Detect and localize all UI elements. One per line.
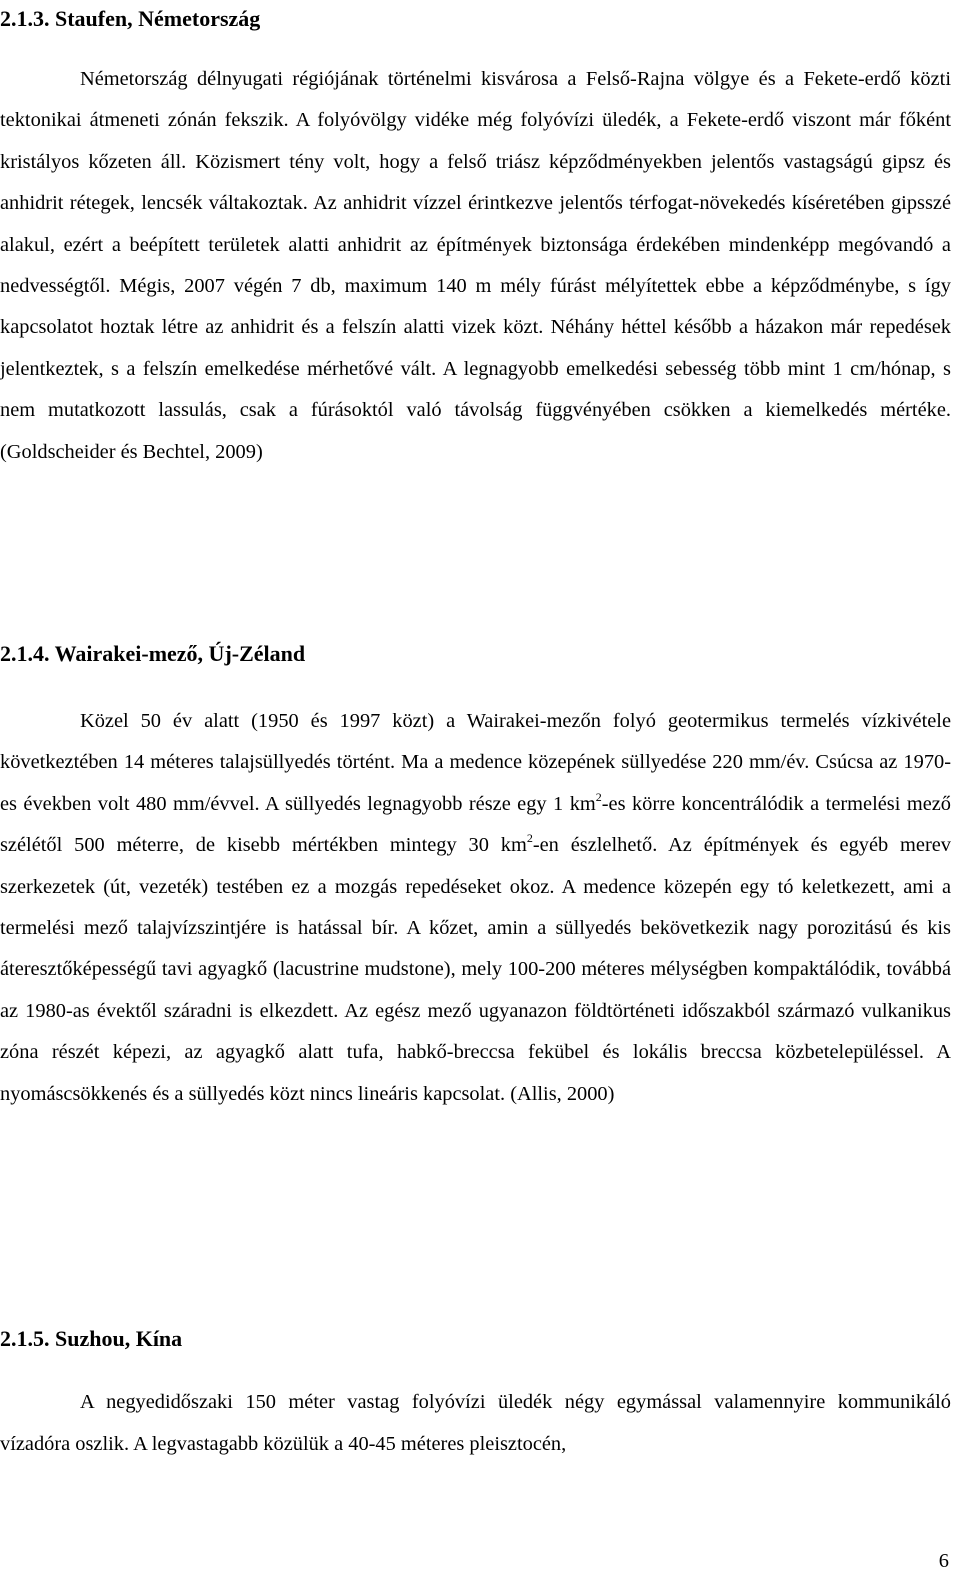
wairakei-text-part-2: -es körre koncentrálódik a termelési mező szélétől 500 méterre, de kisebb mértékben mintegy 30 km <box>0 792 951 857</box>
section-paragraph-suzhou: A negyedidőszaki 150 méter vastag folyóvízi üledék négy egymással valamennyire kommunikáló vízadóra oszlik. A legvastagabb közülük a 40-45 méteres pleisztocén, <box>0 1391 951 1455</box>
section-heading-wairakei: 2.1.4. Wairakei-mező, Új-Zéland <box>0 641 306 666</box>
page-number: 6 <box>938 1550 949 1572</box>
superscript-squared: 2 <box>526 831 533 846</box>
section-paragraph-staufen: Németország délnyugati régiójának történelmi kisvárosa a Felső-Rajna völgye és a Fekete-erdő közti tektonikai átmeneti zónán fekszik. A folyóvölgy vidéke még folyóvízi üledék, a Fekete-erdő viszont már főként kristályos kőzeten áll. Közismert tény volt, hogy a felső triász képződményekben jelentős vastagságú gipsz és anhidrit rétegek, lencsék váltakoztak. Az anhidrit vízzel érintkezve jelentős térfogat-növekedés kíséretében gipsszé alakul, ezért a beépített területek alatti anhidrit az építmények biztonsága érdekében mindenképp megóvandó a nedvességtől. Mégis, 2007 végén 7 db, maximum 140 m mély fúrást mélyítettek ebbe a képződménybe, s így kapcsolatot hoztak létre az anhidrit és a felszín alatti vizek közt. Néhány héttel később a házakon már repedések jelentkeztek, s a felszín emelkedése mérhetővé vált. A legnagyobb emelkedési sebesség több mint 1 cm/hónap, s nem mutatkozott lassulás, csak a fúrásoktól való távolság függvényében csökken a kiemelkedés mértéke. (Goldscheider és Bechtel, 2009) <box>0 68 951 463</box>
wairakei-text-part-3: -en észlelhető. Az építmények és egyéb merev szerkezetek (út, vezeték) testében ez a mozgás repedéseket okoz. A medence közepén egy tó keletkezett, ami a termelési mező talajvízszintjére is hatással bír. A kőzet, amin a süllyedés bekövetkezik nagy porozitású és kis áteresztőképességű tavi agyagkő (lacustrine mudstone), mely 100-200 méteres mélységben kompaktálódik, továbbá az 1980-as évektől száradni is elkezdett. Az egész mező ugyanazon földtörténeti időszakból származó vulkanikus zóna részét képezi, az agyagkő alatt tufa, habkő-breccsa fekübel és lokális breccsa közbetelepüléssel. A nyomáscsökkenés és a süllyedés közt nincs lineáris kapcsolat. (Allis, 2000) <box>0 834 951 1105</box>
section-heading-staufen: 2.1.3. Staufen, Németország <box>0 6 261 31</box>
wairakei-text-part-1: Közel 50 év alatt (1950 és 1997 közt) a Wairakei-mezőn folyó geotermikus termelés vízkivétele következtében 14 méteres talajsüllyedés történt. Ma a medence közepének süllyedése 220 mm/év. Csúcsa az 1970-es években volt 480 mm/évvel. A süllyedés legnagyobb része egy 1 km <box>0 710 951 815</box>
section-paragraph-wairakei <box>0 701 951 1115</box>
superscript-squared: 2 <box>595 789 602 804</box>
section-heading-suzhou: 2.1.5. Suzhou, Kína <box>0 1326 183 1351</box>
